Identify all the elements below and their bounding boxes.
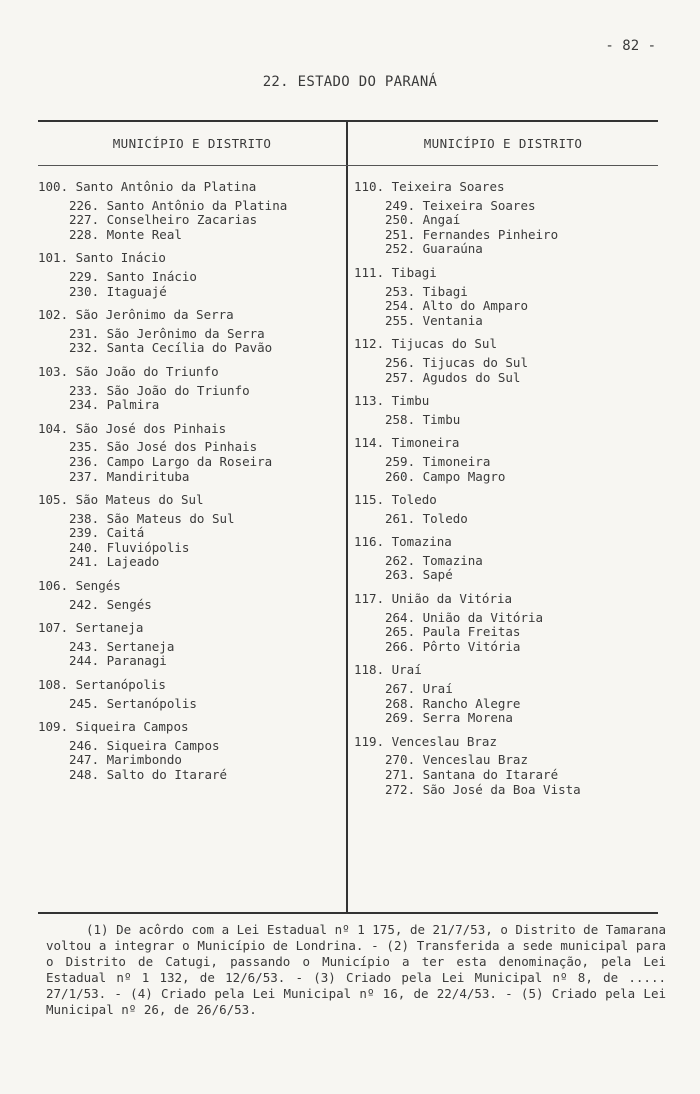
distrito-item: 243. Sertaneja xyxy=(69,638,175,654)
municipio-block xyxy=(38,308,344,356)
distrito-item: 268. Rancho Alegre xyxy=(385,695,521,711)
column-divider xyxy=(346,120,348,912)
distrito-item: 254. Alto do Amparo xyxy=(385,298,528,314)
distrito-item: 246. Siqueira Campos xyxy=(69,737,220,753)
municipio-block xyxy=(354,592,660,654)
municipio-name: 110. Teixeira Soares xyxy=(354,179,505,194)
distrito-item: 244. Paranagi xyxy=(69,653,167,669)
distrito-item: 249. Teixeira Soares xyxy=(385,197,536,213)
distrito-item: 241. Lajeado xyxy=(69,554,160,570)
distrito-item: 232. Santa Cecília do Pavão xyxy=(69,340,273,356)
municipio-name: 109. Siqueira Campos xyxy=(38,719,189,735)
municipio-name: 100. Santo Antônio da Platina xyxy=(38,179,257,194)
municipio-block xyxy=(354,180,660,257)
municipio-block xyxy=(354,436,660,484)
municipio-block xyxy=(354,266,660,328)
distrito-item: 257. Agudos do Sul xyxy=(385,369,521,385)
municipio-name: 102. São Jerônimo da Serra xyxy=(38,307,234,323)
municipio-name: 108. Sertanópolis xyxy=(38,677,166,693)
header-rule xyxy=(38,165,658,166)
distrito-item: 264. União da Vitória xyxy=(385,609,544,625)
page-number: - 82 - xyxy=(605,38,656,54)
municipio-name: 115. Toledo xyxy=(354,492,437,508)
municipio-name: 111. Tibagi xyxy=(354,264,437,280)
municipio-block xyxy=(38,720,344,782)
municipio-name: 104. São José dos Pinhais xyxy=(38,420,227,436)
distrito-item: 238. São Mateus do Sul xyxy=(69,510,235,526)
distrito-item: 237. Mandirituba xyxy=(69,468,190,484)
municipio-name: 118. Uraí xyxy=(354,662,422,678)
municipio-block xyxy=(38,579,344,612)
distrito-item: 263. Sapé xyxy=(385,567,453,583)
municipio-block xyxy=(38,422,344,484)
distrito-item: 261. Toledo xyxy=(385,510,468,526)
municipio-block xyxy=(38,493,344,570)
municipio-block xyxy=(38,678,344,711)
municipio-block xyxy=(354,663,660,725)
table-top-rule xyxy=(38,120,658,122)
page-title: 22. ESTADO DO PARANÁ xyxy=(262,74,438,90)
distrito-item: 250. Angaí xyxy=(385,212,461,228)
footnotes: (1) De acôrdo com a Lei Estadual nº 1 175, de 21/7/53, o Distrito de Tamarana voltou a integrar o Município de Londrina. - (2) Transferida a sede municipal para o Distrito de Catugi, passando o Município a ter esta denominação, pela Lei Estadual nº 1 132, de 12/6/53. - (3) Criado pela Lei Municipal nº 8, de ..... 27/1/53. - (4) Criado pela Lei Municipal nº 16, de 22/4/53. - (5) Criado pela Lei Municipal nº 26, de 26/6/53. xyxy=(46,922,666,1017)
municipio-block xyxy=(354,535,660,583)
distrito-item: 258. Timbu xyxy=(385,411,461,427)
distrito-item: 255. Ventania xyxy=(385,312,483,328)
distrito-item: 248. Salto do Itararé xyxy=(69,767,228,782)
municipio-name: 103. São João do Triunfo xyxy=(38,363,219,379)
distrito-item: 229. Santo Inácio xyxy=(69,268,197,284)
distrito-item: 260. Campo Magro xyxy=(385,468,506,484)
municipio-name: 114. Timoneira xyxy=(354,435,460,451)
distrito-item: 252. Guaraúna xyxy=(385,241,483,257)
municipio-block xyxy=(38,180,344,242)
distrito-item: 253. Tibagi xyxy=(385,283,468,299)
distrito-item: 266. Pôrto Vitória xyxy=(385,638,521,654)
municipio-block xyxy=(354,337,660,385)
distrito-item: 265. Paula Freitas xyxy=(385,624,521,640)
distrito-item: 235. São José dos Pinhais xyxy=(69,439,258,455)
distrito-item: 270. Venceslau Braz xyxy=(385,752,528,768)
municipio-block xyxy=(354,394,660,427)
left-column-header: MUNICÍPIO E DISTRITO xyxy=(112,136,272,151)
municipio-name: 107. Sertaneja xyxy=(38,620,144,636)
right-column-list xyxy=(354,180,660,806)
distrito-item: 272. São José da Boa Vista xyxy=(385,781,581,797)
distrito-item: 256. Tijucas do Sul xyxy=(385,354,528,370)
distrito-item: 247. Marimbondo xyxy=(69,752,182,768)
distrito-item: 226. Santo Antônio da Platina xyxy=(69,197,288,213)
municipio-name: 113. Timbu xyxy=(354,393,430,409)
distrito-item: 269. Serra Morena xyxy=(385,710,513,726)
municipio-block xyxy=(354,493,660,526)
left-column-list xyxy=(38,180,344,792)
municipio-name: 106. Sengés xyxy=(38,578,121,594)
distrito-item: 251. Fernandes Pinheiro xyxy=(385,226,559,242)
distrito-item: 231. São Jerônimo da Serra xyxy=(69,325,265,341)
municipio-block xyxy=(38,621,344,669)
distrito-item: 239. Caitá xyxy=(69,525,145,541)
municipio-block xyxy=(354,735,660,797)
distrito-item: 230. Itaguajé xyxy=(69,283,167,299)
municipio-block xyxy=(38,251,344,299)
distrito-item: 242. Sengés xyxy=(69,596,152,612)
municipio-name: 105. São Mateus do Sul xyxy=(38,492,204,508)
distrito-item: 245. Sertanópolis xyxy=(69,695,197,711)
distrito-item: 234. Palmira xyxy=(69,397,160,413)
municipio-name: 119. Venceslau Braz xyxy=(354,733,497,749)
municipio-name: 101. Santo Inácio xyxy=(38,250,166,266)
municipio-name: 117. União da Vitória xyxy=(354,591,513,607)
municipio-name: 116. Tomazina xyxy=(354,534,452,550)
distrito-item: 236. Campo Largo da Roseira xyxy=(69,453,273,469)
right-column-header: MUNICÍPIO E DISTRITO xyxy=(423,136,583,151)
municipio-block xyxy=(38,365,344,413)
table-bottom-rule xyxy=(38,912,658,914)
distrito-item: 227. Conselheiro Zacarias xyxy=(69,212,258,228)
distrito-item: 228. Monte Real xyxy=(69,226,182,242)
municipio-name: 112. Tijucas do Sul xyxy=(354,336,497,352)
distrito-item: 233. São João do Triunfo xyxy=(69,382,250,398)
distrito-item: 271. Santana do Itararé xyxy=(385,767,559,782)
distrito-item: 259. Timoneira xyxy=(385,453,491,469)
distrito-item: 240. Fluviópolis xyxy=(69,539,190,555)
distrito-item: 262. Tomazina xyxy=(385,552,483,568)
distrito-item: 267. Uraí xyxy=(385,681,453,697)
